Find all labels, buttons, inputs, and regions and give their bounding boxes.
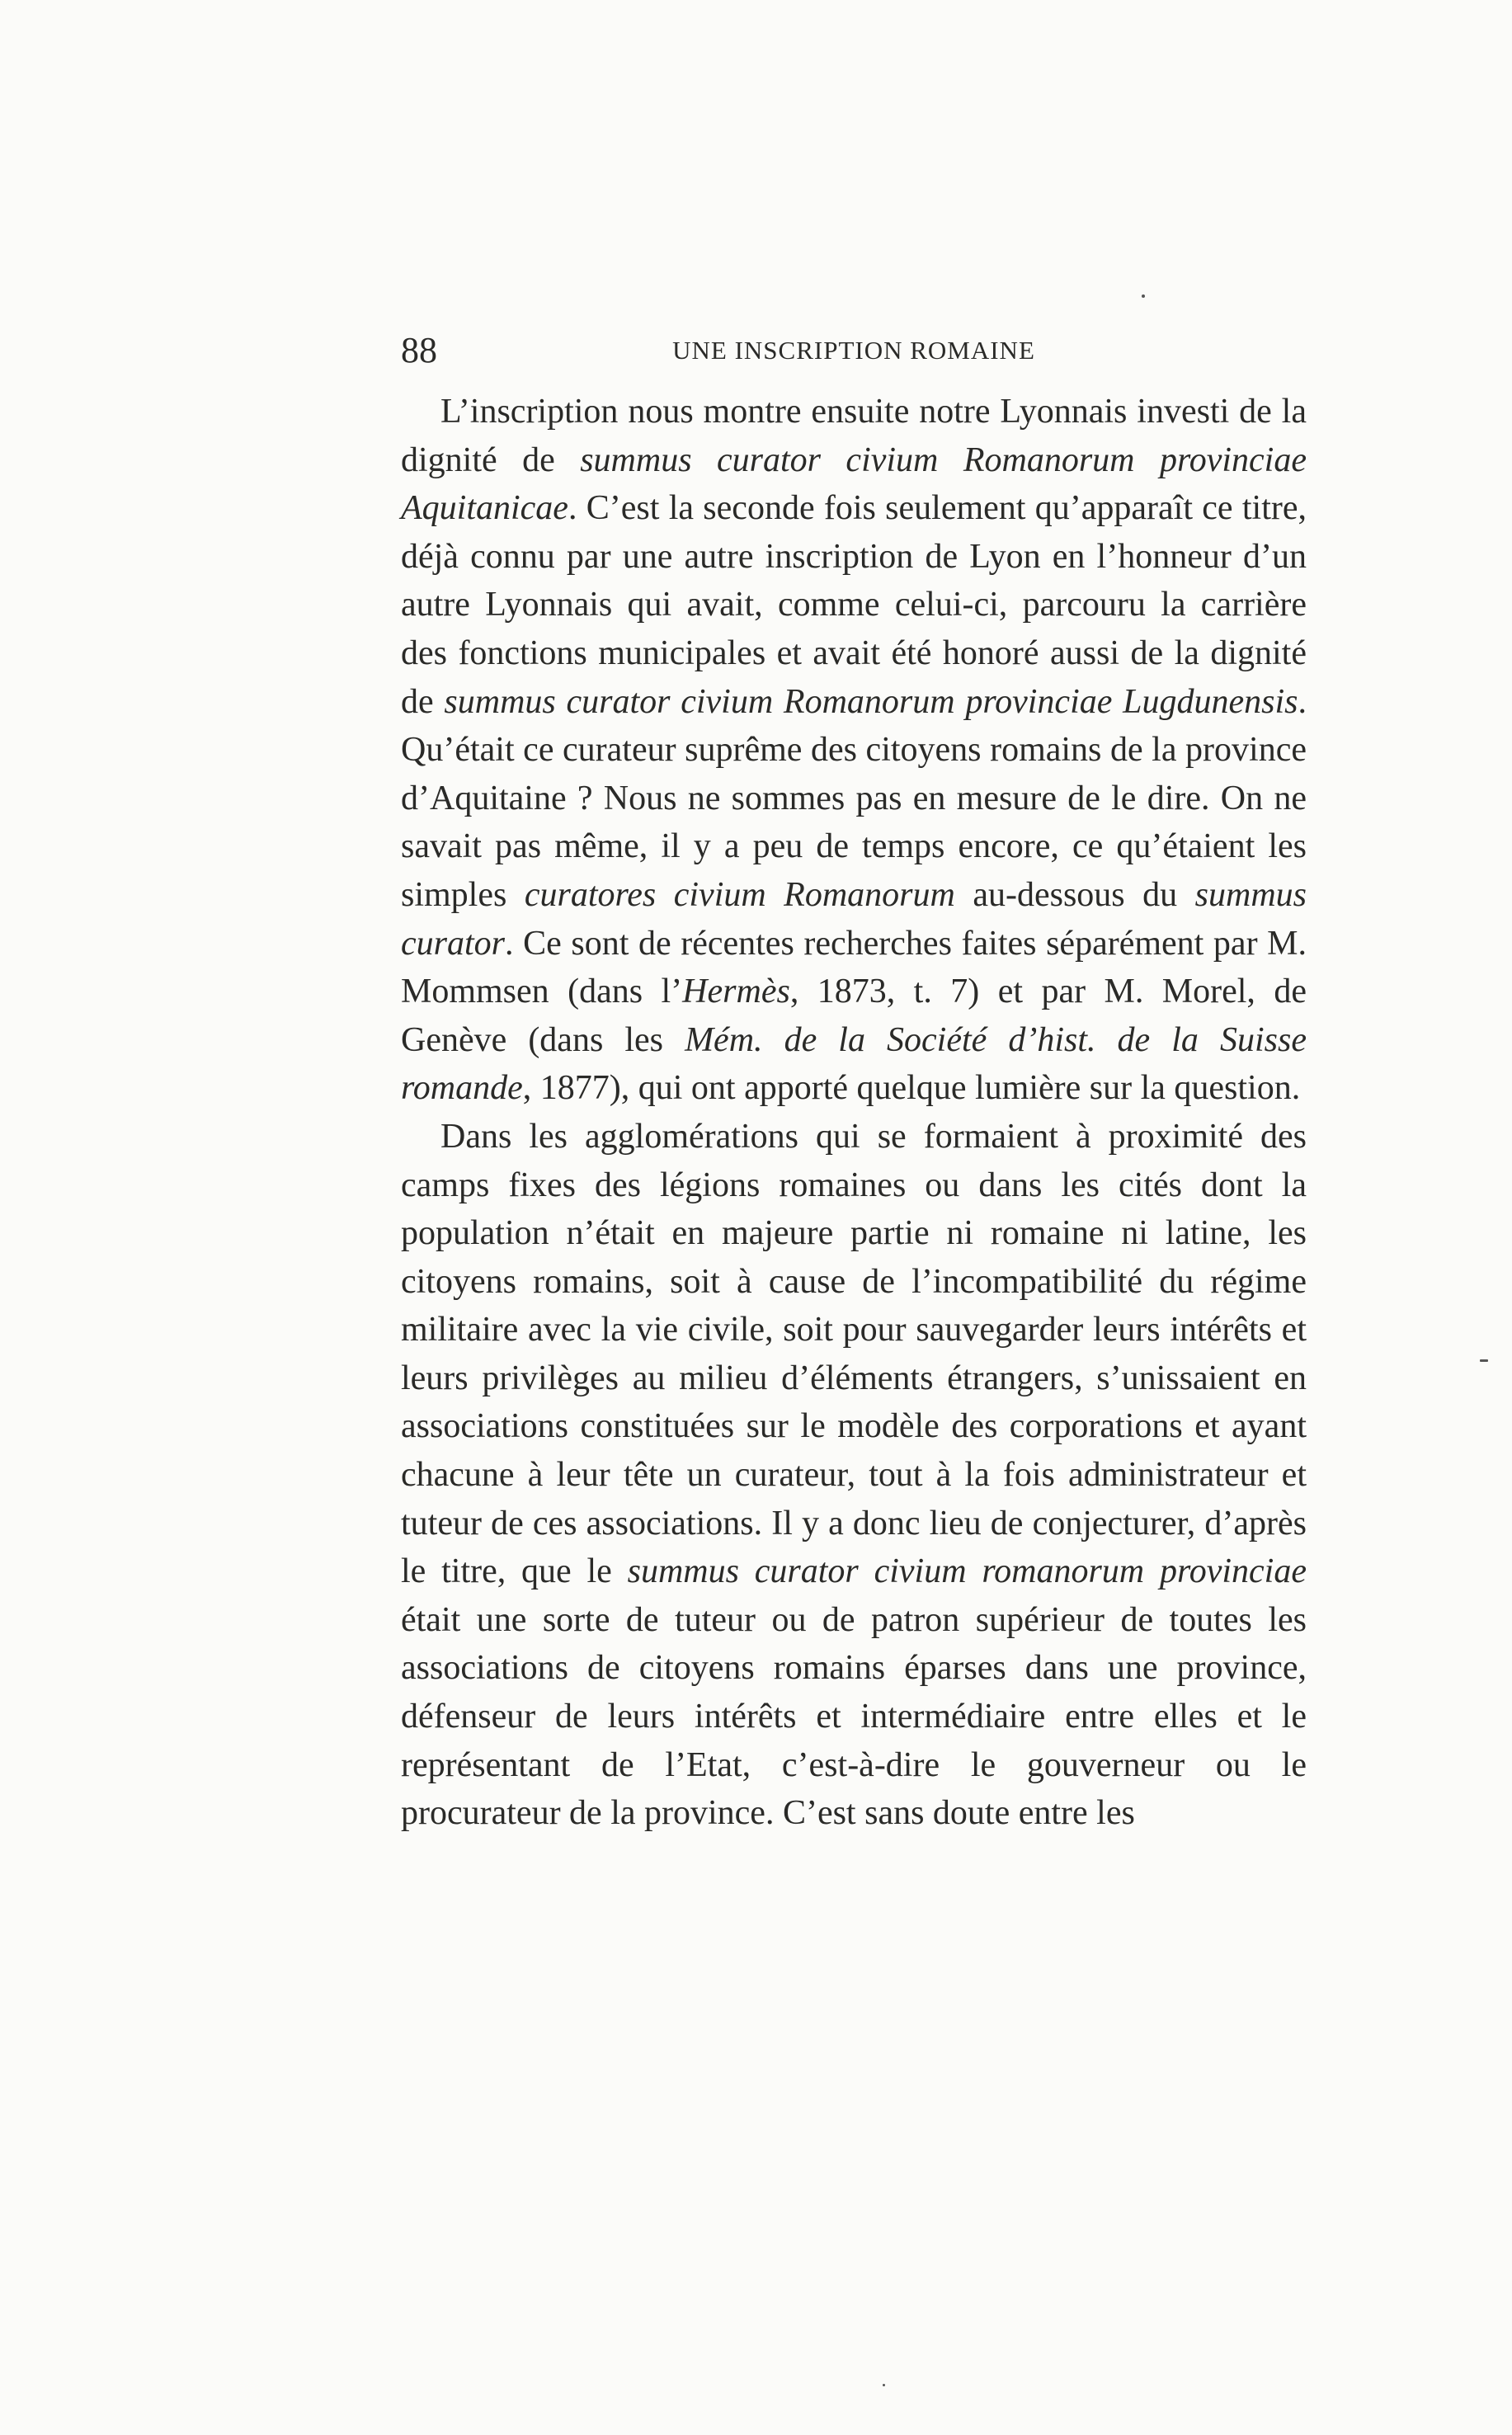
text-run: . C’est la seconde fois seulement qu’apparaît ce titre, déjà connu par une autre inscription de Lyon en l’honneur d’un autre Lyonnais qui avait, comme celui-ci, parcouru la carrière des fonctions municipales et avait été honoré aussi de la dignité de bbox=[401, 489, 1307, 721]
body-text bbox=[401, 388, 1307, 1838]
text-run: L’inscription nous montre ensuite notre Lyonnais investi de la dignité de bbox=[401, 393, 1307, 479]
text-run: , 1873, t. 7) et par M. Morel, de Genève (dans les bbox=[401, 973, 1307, 1059]
paragraph-2 bbox=[401, 1113, 1307, 1838]
italic-run: summus curator civium Romanorum provinciae Aquitanicae bbox=[401, 440, 1307, 528]
text-run: Dans les agglomérations qui se formaient à proximité des camps fixes des légions romaines ou dans les cités dont la population n’était en majeure partie ni romaine ni latine, les citoyens romains, soit à cause de l’incompatibilité du régime militaire avec la vie civile, soit pour sauvegarder leurs intérêts et leurs privilèges au milieu d’éléments étrangers, s’unissaient en associations constituées sur le modèle des corporations et ayant chacune à leur tête un curateur, tout à la fois administrateur et tuteur de ces associations. Il y a donc lieu de conjecturer, d’après le titre, que le bbox=[401, 1117, 1307, 1591]
text-run: au-dessous du bbox=[954, 875, 1195, 914]
paragraph-1 bbox=[401, 388, 1307, 1113]
running-title: UNE INSCRIPTION ROMAINE bbox=[672, 336, 1035, 365]
text-run: était une sorte de tuteur ou de patron supérieur de toutes les associations de citoyens romains éparses dans une province, défenseur de leurs intérêts et intermédiaire entre elles et le représentant de l’Etat, c’est-à-dire le gouverneur ou le procurateur de la province. C’est sans doute entre les bbox=[401, 1600, 1307, 1833]
italic-run: summus curator bbox=[401, 875, 1307, 963]
italic-run: curatores civium Romanorum bbox=[524, 875, 955, 914]
italic-run: summus curator civium romanorum provinciae bbox=[627, 1552, 1307, 1591]
ink-speck bbox=[1480, 1359, 1488, 1362]
page-header bbox=[401, 326, 1307, 375]
ink-speck bbox=[1142, 294, 1145, 298]
text-run: , 1877), qui ont apporté quelque lumière sur la question. bbox=[522, 1069, 1301, 1108]
text-run: . Ce sont de récentes recherches faites séparément par M. Mommsen (dans l’ bbox=[401, 924, 1307, 1011]
italic-run: Hermès bbox=[682, 973, 790, 1011]
ink-speck bbox=[883, 2384, 885, 2386]
italic-run: summus curator civium Romanorum provinciae Lugdunensis bbox=[444, 682, 1298, 721]
text-run: . Qu’était ce curateur suprême des citoyens romains de la province d’Aquitaine ? Nous ne sommes pas en mesure de le dire. On ne savait pas même, il y a peu de temps encore, ce qu’étaient les simples bbox=[401, 682, 1307, 914]
italic-run: Mém. de la Société d’hist. de la Suisse romande bbox=[401, 1020, 1307, 1108]
page-number: 88 bbox=[401, 330, 437, 370]
